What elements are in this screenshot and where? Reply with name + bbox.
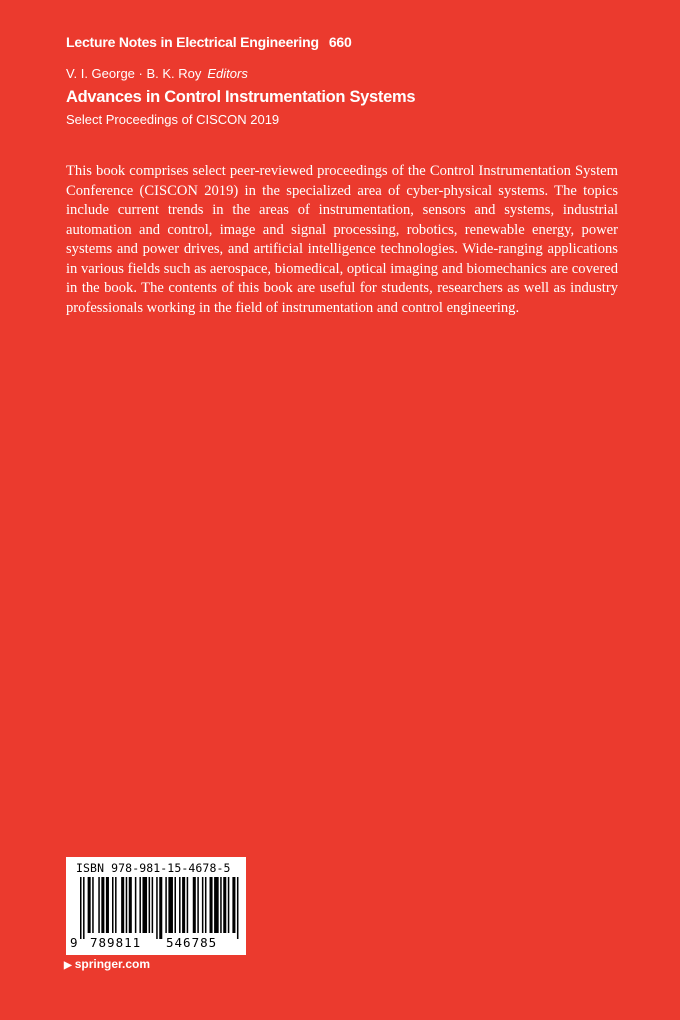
barcode-bar bbox=[182, 877, 185, 933]
barcode-bar bbox=[129, 877, 132, 933]
barcode-bar bbox=[205, 877, 207, 933]
triangle-right-icon: ▶ bbox=[64, 960, 72, 971]
series-title bbox=[66, 34, 352, 50]
barcode-bar bbox=[202, 877, 204, 933]
barcode-bar bbox=[237, 877, 239, 939]
publisher-link[interactable] bbox=[64, 957, 150, 971]
barcode-bar bbox=[210, 877, 213, 933]
barcode-bar bbox=[187, 877, 189, 933]
barcode-bar bbox=[197, 877, 199, 933]
isbn-barcode bbox=[66, 857, 246, 955]
barcode-bar bbox=[115, 877, 117, 933]
barcode-bar bbox=[121, 877, 124, 933]
barcode-bar bbox=[142, 877, 147, 933]
barcode-bar bbox=[174, 877, 176, 933]
barcode-bar bbox=[101, 877, 104, 933]
barcode-bar bbox=[156, 877, 158, 939]
barcode-bar bbox=[152, 877, 154, 933]
barcode-bar bbox=[83, 877, 85, 939]
barcode-bar bbox=[193, 877, 196, 933]
publisher-website: springer.com bbox=[74, 957, 151, 971]
barcode-bar bbox=[149, 877, 151, 933]
barcode-bar bbox=[168, 877, 173, 933]
book-title: Advances in Control Instrumentation Systems bbox=[66, 88, 416, 106]
barcode-bar bbox=[112, 877, 114, 933]
barcode-bar bbox=[179, 877, 181, 933]
barcode-bar bbox=[139, 877, 141, 933]
editor-names: V. I. George · B. K. Roy bbox=[66, 66, 202, 81]
barcode-bar bbox=[98, 877, 100, 933]
series-volume: 660 bbox=[328, 34, 352, 50]
editors-line bbox=[66, 66, 248, 81]
barcode-bar bbox=[92, 877, 94, 933]
book-subtitle: Select Proceedings of CISCON 2019 bbox=[66, 112, 280, 127]
barcode-bar bbox=[165, 877, 167, 933]
barcode-bar bbox=[214, 877, 219, 933]
barcode-first-digit: 9 bbox=[70, 935, 78, 950]
barcode-bar bbox=[80, 877, 82, 939]
book-description: This book comprises select peer-reviewed proceedings of the Control Instrumentation System Conference (CISCON 2019) in the specialized area of cyber-physical systems. The topics include current trends in the areas of instrumentation, sensors and systems, industrial automation and control, image and signal processing, robotics, renewable energy, power systems and power drives, and artificial intelligence technologies. Wide-ranging applications in various fields such as aerospace, biomedical, optical imaging and biomechanics are covered in the book. The contents of this book are useful for students, researchers as well as industry professionals working in the field of instrumentation and control engineering. bbox=[66, 163, 618, 316]
barcode-bars bbox=[80, 877, 240, 939]
barcode-bar bbox=[106, 877, 109, 933]
barcode-bar bbox=[135, 877, 137, 933]
barcode-bar bbox=[232, 877, 235, 933]
barcode-right-group: 546785 bbox=[166, 935, 218, 950]
barcode-bar bbox=[223, 877, 226, 933]
barcode-bar bbox=[220, 877, 222, 933]
editors-role: Editors bbox=[207, 66, 248, 81]
series-name: Lecture Notes in Electrical Engineering bbox=[66, 34, 319, 50]
barcode-bar bbox=[126, 877, 128, 933]
barcode-left-group: 789811 bbox=[90, 935, 142, 950]
barcode-digits bbox=[66, 935, 246, 953]
barcode-bar bbox=[159, 877, 162, 939]
barcode-bar bbox=[228, 877, 230, 933]
barcode-bar bbox=[88, 877, 91, 933]
isbn-label: ISBN 978-981-15-4678-5 bbox=[76, 861, 231, 875]
